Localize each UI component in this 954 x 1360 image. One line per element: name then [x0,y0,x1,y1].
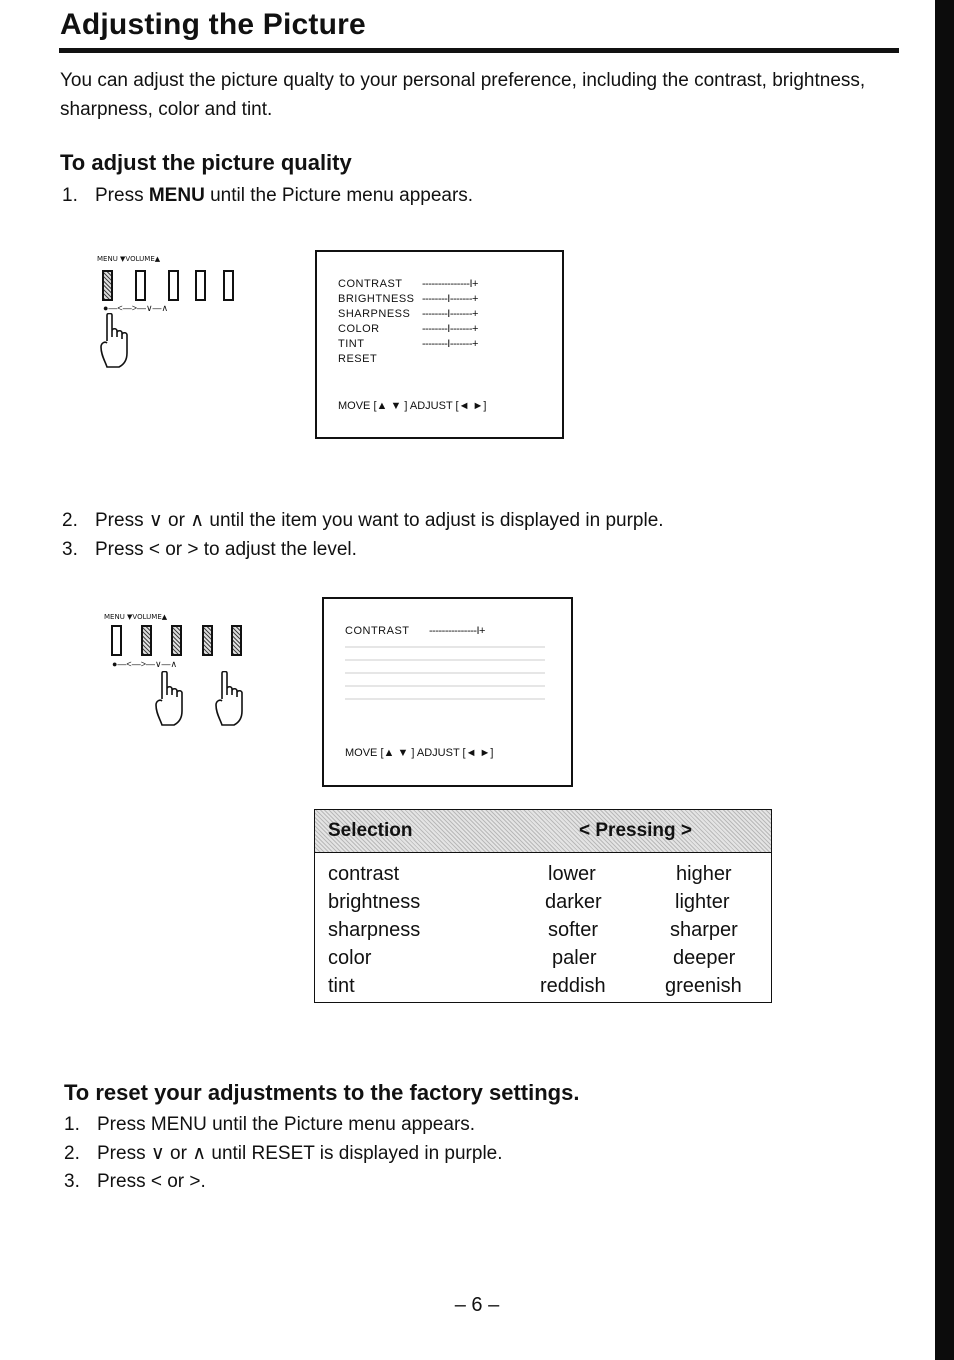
osd-row-contrast [345,624,485,639]
step-text: Press ∨ or ∧ until RESET is displayed in purple. [97,1142,503,1164]
step-number: 1. [64,1114,80,1135]
step-number: 2. [62,510,78,531]
osd-row-label: BRIGHTNESS [338,293,415,305]
row-right-effect: higher [676,863,732,885]
remote-control-panel-1 [97,255,247,375]
down-key [195,270,206,301]
osd-row-label: TINT [338,338,365,350]
step-text: Press < or >. [97,1171,206,1192]
row-right-effect: sharper [670,919,738,941]
row-right-effect: deeper [673,947,736,969]
step-text-pre: Press [95,185,149,206]
menu-key [111,625,122,656]
right-key [168,270,179,301]
step-number: 3. [62,538,78,560]
title-rule [59,48,899,53]
row-right-effect: lighter [675,891,730,913]
row-left-effect: paler [552,947,597,969]
row-item: tint [328,975,355,997]
pointing-hand-icon [154,671,194,731]
table-row [315,916,771,944]
osd-row-sharpness [338,307,478,322]
osd-level-bar: ---------------I+ [422,278,478,290]
adjust-steps-2-3 [62,507,664,564]
control-symbols: ●—<—>—∨—∧ [112,659,178,669]
right-key [171,625,182,656]
row-left-effect: darker [545,891,602,913]
step-text: Press ∨ or ∧ until the item you want to adjust is displayed in purple. [95,510,664,531]
osd-level-bar: --------I-------+ [422,308,478,320]
osd-picture-menu-1 [315,250,564,439]
row-item: brightness [328,891,421,913]
osd-row-label: RESET [338,353,378,365]
osd-level-bar: --------I-------+ [422,323,478,335]
pointing-hand-icon [214,671,254,731]
table-row [315,888,771,916]
adjust-step-1 [62,182,473,211]
row-left-effect: reddish [540,975,606,997]
osd-row-reset [338,352,422,367]
osd-footer: MOVE [▲ ▼ ] ADJUST [◄ ►] [338,400,487,412]
osd-faded-rows [345,641,545,711]
osd-row-tint [338,337,478,352]
page-title: Adjusting the Picture [60,8,366,41]
step-number: 2. [64,1142,80,1164]
osd-footer: MOVE [▲ ▼ ] ADJUST [◄ ►] [345,747,494,759]
selection-table [314,809,772,1003]
control-symbols: ●—<—>—∨—∧ [103,303,169,313]
page-edge-bar [935,0,954,1360]
step-text-bold: MENU [148,185,205,206]
osd-row-label: COLOR [338,323,380,335]
left-key [135,270,146,301]
section-heading-reset: To reset your adjustments to the factory settings. [64,1080,580,1105]
section-heading-adjust: To adjust the picture quality [60,150,352,175]
header-selection: Selection [328,820,413,841]
up-key [231,625,242,656]
step-text: Press < or > to adjust the level. [95,538,357,560]
header-pressing: < Pressing > [579,820,693,841]
table-row [315,944,771,972]
step-item [64,1111,503,1140]
left-key [141,625,152,656]
selection-table-header [315,810,771,853]
table-row [315,972,771,1000]
osd-level-bar: ---------------I+ [429,625,485,637]
page-number: – 6 – [454,1294,500,1316]
control-label: MENU ▼VOLUME▲ [104,613,168,621]
row-left-effect: lower [548,863,596,885]
step-item [62,507,664,536]
step-number: 1. [62,185,78,206]
row-left-effect: softer [548,919,599,941]
intro-paragraph: You can adjust the picture qualty to your personal preference, including the contrast, brightness, sharpness, color and tint. [60,70,866,120]
control-label: MENU ▼VOLUME▲ [97,255,161,263]
step-item [64,1140,503,1169]
step-text: Press MENU until the Picture menu appears. [97,1114,476,1135]
osd-row-color [338,322,478,337]
osd-row-brightness [338,292,478,307]
down-key [202,625,213,656]
osd-picture-menu-2 [322,597,573,787]
step-item [62,182,473,211]
osd-level-bar: --------I-------+ [422,338,478,350]
remote-control-panel-2 [104,613,254,733]
row-right-effect: greenish [665,975,742,997]
step-item [62,536,664,565]
pointing-hand-icon [99,313,139,373]
reset-steps [64,1111,503,1197]
up-key [223,270,234,301]
osd-row-label: CONTRAST [338,278,403,290]
step-text-post: until the Picture menu appears. [204,185,474,206]
row-item: contrast [328,863,400,885]
menu-key [102,270,113,301]
step-item [64,1168,503,1197]
row-item: sharpness [328,919,421,941]
osd-row-label: CONTRAST [345,625,410,637]
table-row [315,860,771,888]
osd-row-label: SHARPNESS [338,308,411,320]
step-number: 3. [64,1171,80,1192]
osd-row-contrast [338,277,478,292]
osd-level-bar: --------I-------+ [422,293,478,305]
row-item: color [328,947,372,969]
